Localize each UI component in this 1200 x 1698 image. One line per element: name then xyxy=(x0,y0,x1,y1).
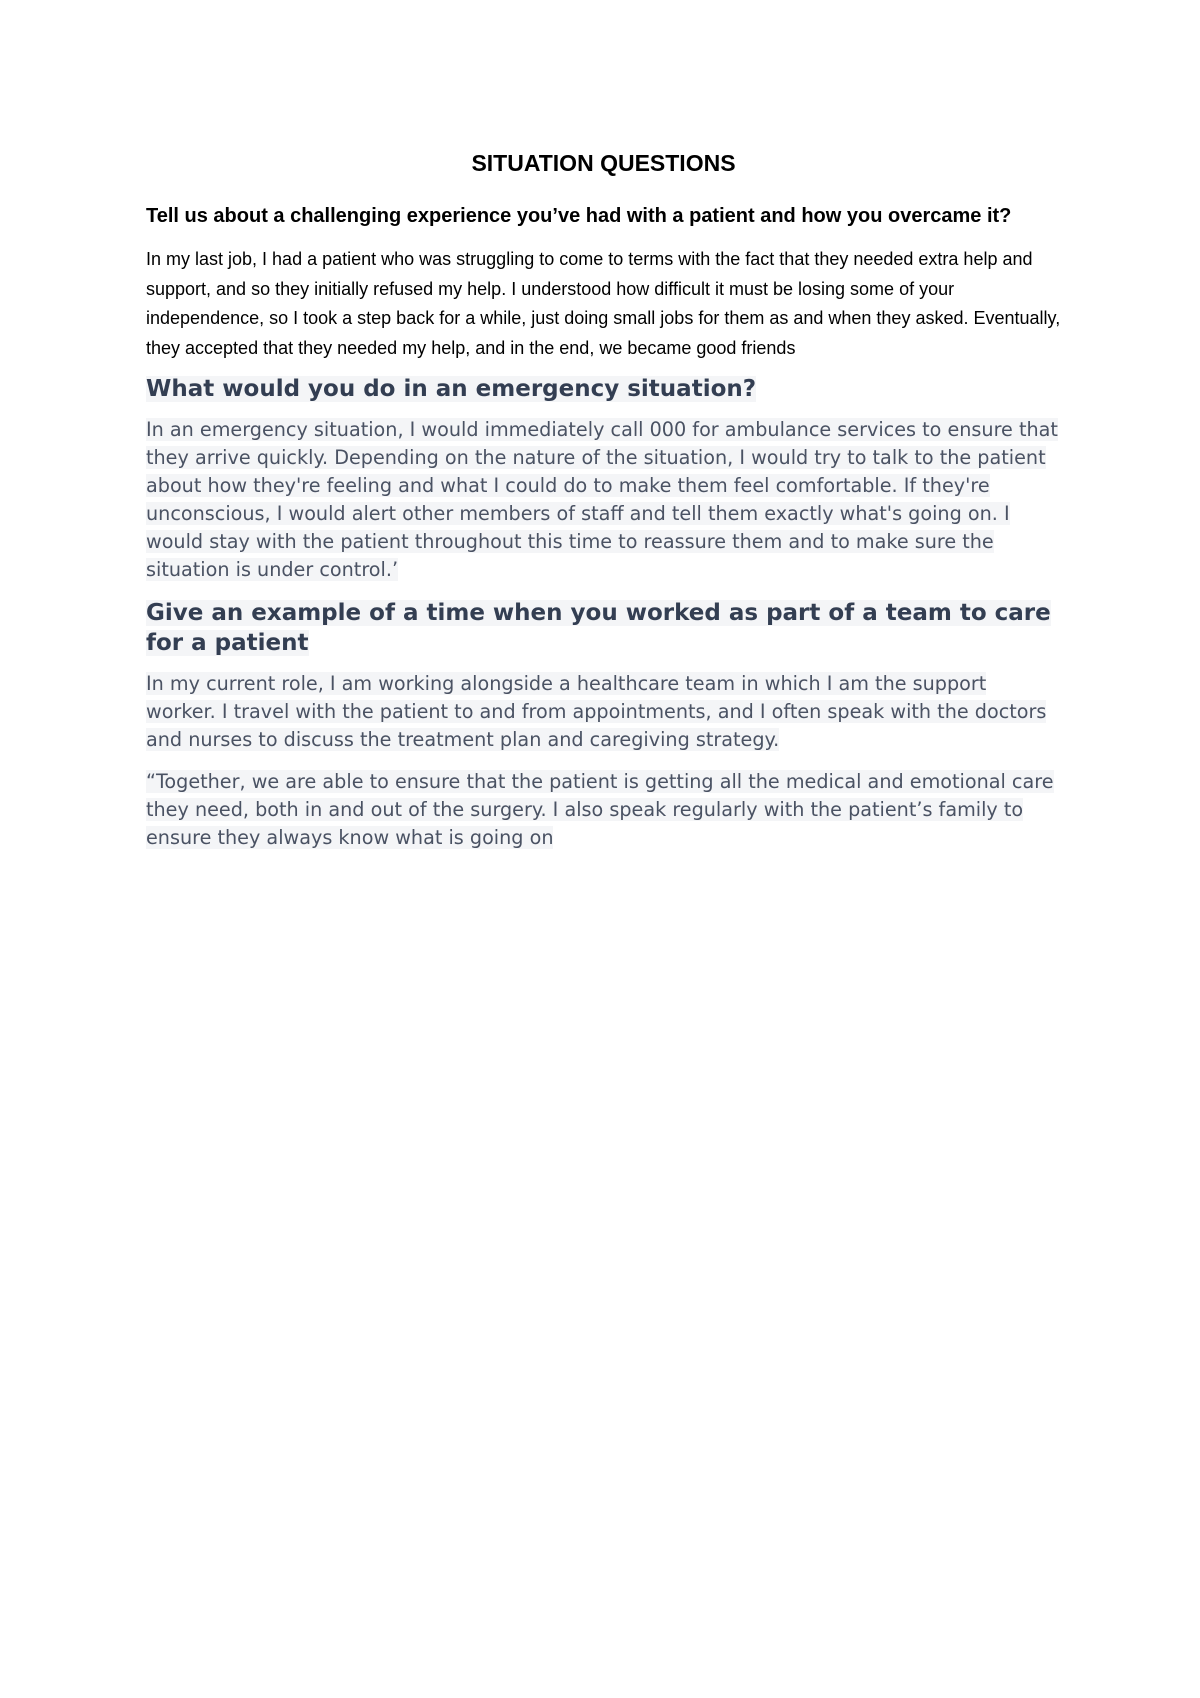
document-body xyxy=(146,146,1061,866)
question-3-heading xyxy=(146,598,1061,658)
question-2-heading-text: What would you do in an emergency situation? xyxy=(146,376,757,402)
question-2-answer-text: In an emergency situation, I would immediately call 000 for ambulance services to ensure that they arrive quickly. Depending on the nature of the situation, I would try to talk to the patient about how they're feeling and what I could do to make them feel comfortable. If they're unconscious, I would alert other members of staff and tell them exactly what's going on. I would stay with the patient throughout this time to reassure them and to make sure the situation is under control.’ xyxy=(146,418,1058,581)
question-3-answer-paragraph-2 xyxy=(146,768,1061,852)
question-1-heading: Tell us about a challenging experience you’ve had with a patient and how you overcame it? xyxy=(146,205,1012,227)
question-2-heading xyxy=(146,374,1061,404)
question-3-answer-paragraph-2-text: “Together, we are able to ensure that the patient is getting all the medical and emotional care they need, both in and out of the surgery. I also speak regularly with the patient’s family to ensure they always know what is going on xyxy=(146,770,1054,849)
question-3-answer-paragraph-1 xyxy=(146,670,1061,754)
document-title: SITUATION QUESTIONS xyxy=(471,150,736,176)
question-3-heading-text: Give an example of a time when you worked as part of a team to care for a patient xyxy=(146,600,1051,656)
question-1-answer: In my last job, I had a patient who was struggling to come to terms with the fact that they needed extra help and support, and so they initially refused my help. I understood how difficult it must be losing some of your independence, so I took a step back for a while, just doing small jobs for them as and when they asked. Eventually, they accepted that they needed my help, and in the end, we became good friends xyxy=(146,249,1061,358)
question-3-answer-paragraph-1-text: In my current role, I am working alongside a healthcare team in which I am the support worker. I travel with the patient to and from appointments, and I often speak with the doctors and nurses to discuss the treatment plan and caregiving strategy. xyxy=(146,672,1047,751)
question-2-answer xyxy=(146,416,1061,584)
